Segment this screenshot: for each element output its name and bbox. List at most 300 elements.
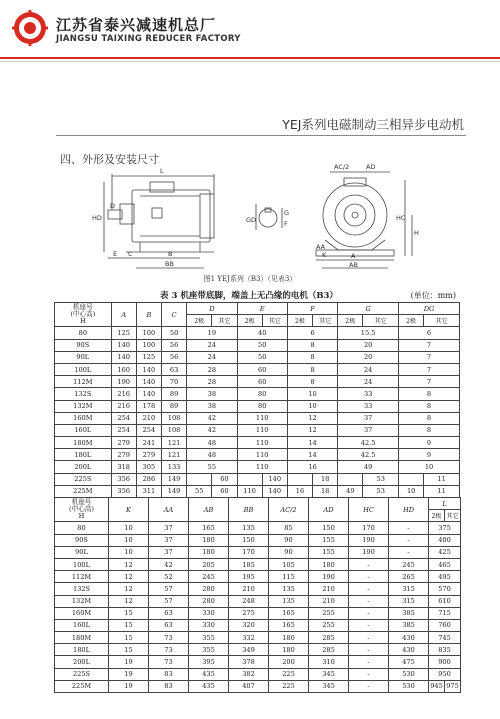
svg-text:K: K xyxy=(322,251,327,259)
table-row xyxy=(55,534,461,546)
header-E: E xyxy=(237,303,287,315)
cell-L: 950 xyxy=(429,668,461,680)
cell-B: 100 xyxy=(136,339,161,351)
frame-cell: 180M xyxy=(55,437,112,449)
sub-2pole: 2极 xyxy=(237,315,262,327)
cell-E: 110 xyxy=(237,437,287,449)
cell-HD: 430 xyxy=(389,644,429,656)
cell-F2 xyxy=(287,473,312,485)
svg-text:AD: AD xyxy=(366,163,376,171)
cell-F: 8 xyxy=(287,363,337,375)
dimension-table-1 xyxy=(54,302,460,498)
frame-cell: 80 xyxy=(55,522,109,534)
cell-K: 19 xyxy=(109,680,149,692)
cell-AC2: 90 xyxy=(269,546,309,558)
cell-HC: - xyxy=(349,595,389,607)
table-row xyxy=(55,376,460,388)
table-row xyxy=(55,668,461,680)
cell-C: 89 xyxy=(161,388,186,400)
cell-HD: 315 xyxy=(389,595,429,607)
cell-F: 8 xyxy=(287,351,337,363)
cell-D: 28 xyxy=(187,376,237,388)
table-2-body xyxy=(55,522,461,693)
cell-AA: 83 xyxy=(149,668,189,680)
cell-A: 356 xyxy=(111,473,136,485)
cell-DG: 7 xyxy=(399,376,460,388)
cell-AB: 435 xyxy=(189,668,229,680)
cell-AB: 180 xyxy=(189,546,229,558)
cell-AC2: 115 xyxy=(269,571,309,583)
cell-AA: 63 xyxy=(149,607,189,619)
cell-Do: 60 xyxy=(212,485,237,497)
cell-HD: 265 xyxy=(389,571,429,583)
frame-cell: 90L xyxy=(55,351,112,363)
cell-E: 50 xyxy=(237,339,287,351)
cell-AD: 345 xyxy=(309,668,349,680)
cell-AD: 180 xyxy=(309,558,349,570)
frame-cell: 180L xyxy=(55,449,112,461)
cell-DG: 9 xyxy=(399,449,460,461)
header-L: L xyxy=(429,498,461,510)
table-row xyxy=(55,339,460,351)
table-row xyxy=(55,619,461,631)
header-G: G xyxy=(338,303,399,315)
cell-L2: 945 xyxy=(429,680,445,692)
cell-AB: 165 xyxy=(189,522,229,534)
cell-D2 xyxy=(187,473,212,485)
cell-K: 12 xyxy=(109,558,149,570)
table-1-body xyxy=(55,327,460,498)
cell-HD: 385 xyxy=(389,607,429,619)
cell-C: 108 xyxy=(161,412,186,424)
cell-AC2: 165 xyxy=(269,619,309,631)
header-gray-rule xyxy=(0,61,500,62)
header-AA: AA xyxy=(149,498,189,522)
cell-AB: 245 xyxy=(189,571,229,583)
sub-2pole: 2极 xyxy=(429,510,445,522)
cell-C: 56 xyxy=(161,339,186,351)
frame-cell: 112M xyxy=(55,571,109,583)
cell-AD: 255 xyxy=(309,619,349,631)
cell-A: 160 xyxy=(111,363,136,375)
table-row xyxy=(55,546,461,558)
cell-DG: 6 xyxy=(399,327,460,339)
company-logo-icon xyxy=(12,10,48,46)
sub-other: 其它 xyxy=(363,315,399,327)
svg-text:G: G xyxy=(284,209,290,217)
cell-A: 279 xyxy=(111,437,136,449)
cell-A: 190 xyxy=(111,376,136,388)
svg-text:D: D xyxy=(110,202,116,210)
cell-G: 33 xyxy=(338,388,399,400)
header-B: B xyxy=(136,303,161,327)
cell-F2: 16 xyxy=(287,485,312,497)
cell-K: 19 xyxy=(109,668,149,680)
cell-B: 241 xyxy=(136,437,161,449)
table-row xyxy=(55,363,460,375)
cell-K: 12 xyxy=(109,595,149,607)
cell-AC2: 180 xyxy=(269,644,309,656)
cell-D2: 55 xyxy=(187,485,212,497)
cell-K: 15 xyxy=(109,632,149,644)
cell-Go: 53 xyxy=(363,473,399,485)
cell-B: 210 xyxy=(136,412,161,424)
cell-AD: 345 xyxy=(309,680,349,692)
cell-BB: 349 xyxy=(229,644,269,656)
sub-other: 其它 xyxy=(262,315,287,327)
cell-AC2: 180 xyxy=(269,632,309,644)
table-row xyxy=(55,656,461,668)
cell-E2: 110 xyxy=(237,485,262,497)
cell-D: 24 xyxy=(187,351,237,363)
cell-D: 42 xyxy=(187,424,237,436)
svg-text:L: L xyxy=(160,167,164,175)
frame-cell: 90L xyxy=(55,546,109,558)
frame-cell: 225S xyxy=(55,473,112,485)
cell-D: 28 xyxy=(187,363,237,375)
cell-AD: 285 xyxy=(309,644,349,656)
cell-C: 56 xyxy=(161,351,186,363)
cell-HD: - xyxy=(389,534,429,546)
cell-Go: 53 xyxy=(363,485,399,497)
cell-AB: 330 xyxy=(189,619,229,631)
cell-AD: 190 xyxy=(309,571,349,583)
cell-Fo: 18 xyxy=(313,485,338,497)
cell-E: 80 xyxy=(237,388,287,400)
table-row xyxy=(55,461,460,473)
cell-K: 12 xyxy=(109,583,149,595)
cell-L: 425 xyxy=(429,546,461,558)
cell-AA: 73 xyxy=(149,632,189,644)
shaft-section-view xyxy=(256,204,282,230)
page-header xyxy=(0,0,500,60)
cell-AC2: 225 xyxy=(269,668,309,680)
cell-AC2: 135 xyxy=(269,583,309,595)
cell-C: 149 xyxy=(161,485,186,497)
cell-HD: 475 xyxy=(389,656,429,668)
cell-AC2: 85 xyxy=(269,522,309,534)
svg-text:BB: BB xyxy=(165,260,174,268)
cell-D: 19 xyxy=(187,327,237,339)
table-row xyxy=(55,558,461,570)
sub-other: 其它 xyxy=(212,315,237,327)
cell-E: 110 xyxy=(237,461,287,473)
frame-cell: 160M xyxy=(55,607,109,619)
table-row xyxy=(55,644,461,656)
cell-K: 10 xyxy=(109,534,149,546)
cell-G: 24 xyxy=(338,376,399,388)
frame-cell: 132M xyxy=(55,595,109,607)
cell-BB: 320 xyxy=(229,619,269,631)
dimension-drawings xyxy=(0,160,500,280)
motor-side-view xyxy=(104,174,214,268)
sub-2pole: 2极 xyxy=(399,315,424,327)
cell-AC2: 165 xyxy=(269,607,309,619)
cell-K: 12 xyxy=(109,571,149,583)
frame-cell: 100L xyxy=(55,363,112,375)
sub-other: 其它 xyxy=(313,315,338,327)
cell-AA: 37 xyxy=(149,546,189,558)
cell-C: 70 xyxy=(161,376,186,388)
cell-B: 311 xyxy=(136,485,161,497)
header-HC: HC xyxy=(349,498,389,522)
cell-AC2: 200 xyxy=(269,656,309,668)
cell-Fo: 18 xyxy=(313,473,338,485)
cell-D: 24 xyxy=(187,339,237,351)
cell-BB: 407 xyxy=(229,680,269,692)
cell-DG: 9 xyxy=(399,437,460,449)
frame-cell: 225M xyxy=(55,680,109,692)
cell-AD: 285 xyxy=(309,632,349,644)
cell-AD: 150 xyxy=(309,522,349,534)
table-row xyxy=(55,400,460,412)
title-rule xyxy=(56,135,466,136)
cell-HC: - xyxy=(349,571,389,583)
sub-2pole: 2极 xyxy=(287,315,312,327)
cell-BB: 195 xyxy=(229,571,269,583)
cell-L: 715 xyxy=(429,607,461,619)
cell-E: 60 xyxy=(237,363,287,375)
cell-K: 15 xyxy=(109,644,149,656)
table-row xyxy=(55,632,461,644)
table-row xyxy=(55,412,460,424)
table-row xyxy=(55,424,460,436)
frame-cell: 180M xyxy=(55,632,109,644)
sub-2pole: 2极 xyxy=(187,315,212,327)
cell-L: 400 xyxy=(429,534,461,546)
cell-F: 10 xyxy=(287,388,337,400)
cell-D: 38 xyxy=(187,400,237,412)
cell-D: 48 xyxy=(187,437,237,449)
cell-AC2: 135 xyxy=(269,595,309,607)
cell-F: 12 xyxy=(287,412,337,424)
table-row xyxy=(55,485,460,497)
header-D: D xyxy=(187,303,237,315)
cell-BB: 185 xyxy=(229,558,269,570)
frame-cell: 80 xyxy=(55,327,112,339)
frame-cell: 160L xyxy=(55,424,112,436)
cell-G: 37 xyxy=(338,412,399,424)
frame-cell: 90S xyxy=(55,534,109,546)
cell-HC: - xyxy=(349,644,389,656)
cell-D: 42 xyxy=(187,412,237,424)
header-K: K xyxy=(109,498,149,522)
cell-B: 279 xyxy=(136,449,161,461)
frame-cell: 200L xyxy=(55,461,112,473)
table-row xyxy=(55,680,461,692)
cell-L: 900 xyxy=(429,656,461,668)
svg-text:AC/2: AC/2 xyxy=(334,163,350,171)
cell-G: 15.5 xyxy=(338,327,399,339)
cell-HC: - xyxy=(349,619,389,631)
cell-L: 745 xyxy=(429,632,461,644)
cell-E: 60 xyxy=(237,376,287,388)
cell-B: 286 xyxy=(136,473,161,485)
frame-cell: 132M xyxy=(55,400,112,412)
cell-DGo: 11 xyxy=(424,473,460,485)
cell-HD: 430 xyxy=(389,632,429,644)
svg-text:GD: GD xyxy=(246,216,257,224)
cell-L: 465 xyxy=(429,558,461,570)
svg-text:AB: AB xyxy=(349,261,358,269)
cell-HC: - xyxy=(349,668,389,680)
cell-HD: 530 xyxy=(389,680,429,692)
svg-text:HC: HC xyxy=(396,214,406,222)
cell-A: 356 xyxy=(111,485,136,497)
cell-BB: 150 xyxy=(229,534,269,546)
cell-D: 48 xyxy=(187,449,237,461)
cell-AB: 330 xyxy=(189,607,229,619)
cell-A: 279 xyxy=(111,449,136,461)
frame-cell: 90S xyxy=(55,339,112,351)
cell-A: 216 xyxy=(111,400,136,412)
cell-BB: 135 xyxy=(229,522,269,534)
frame-cell: 180L xyxy=(55,644,109,656)
cell-A: 254 xyxy=(111,424,136,436)
cell-HD: - xyxy=(389,546,429,558)
header-AC2: AC/2 xyxy=(269,498,309,522)
cell-A: 254 xyxy=(111,412,136,424)
cell-C: 63 xyxy=(161,363,186,375)
cell-AB: 280 xyxy=(189,595,229,607)
cell-HD: 245 xyxy=(389,558,429,570)
cell-L: 570 xyxy=(429,583,461,595)
company-name-cn: 江苏省泰兴减速机总厂 xyxy=(56,16,217,34)
cell-L: 760 xyxy=(429,619,461,631)
cell-AB: 280 xyxy=(189,583,229,595)
svg-text:C: C xyxy=(128,250,133,258)
table-row xyxy=(55,583,461,595)
cell-F: 8 xyxy=(287,339,337,351)
sub-2pole: 2极 xyxy=(338,315,363,327)
cell-HC: - xyxy=(349,558,389,570)
frame-cell: 225S xyxy=(55,668,109,680)
cell-C: 133 xyxy=(161,461,186,473)
cell-F: 16 xyxy=(287,461,337,473)
cell-K: 15 xyxy=(109,607,149,619)
sub-other: 其它 xyxy=(424,315,460,327)
cell-BB: 210 xyxy=(229,583,269,595)
header-F: F xyxy=(287,303,337,315)
figure-caption: 图1 YEJ系列（B3）（见表3） xyxy=(203,275,297,283)
cell-HD: 385 xyxy=(389,619,429,631)
cell-A: 125 xyxy=(111,327,136,339)
svg-text:E: E xyxy=(113,250,118,258)
frame-cell: 225M xyxy=(55,485,112,497)
cell-DG: 10 xyxy=(399,461,460,473)
cell-HD: 315 xyxy=(389,583,429,595)
cell-L: 375 xyxy=(429,522,461,534)
dimension-table-2 xyxy=(54,497,461,693)
cell-Eo: 140 xyxy=(262,473,287,485)
cell-C: 149 xyxy=(161,473,186,485)
cell-AA: 73 xyxy=(149,644,189,656)
table-row xyxy=(55,437,460,449)
frame-cell: 100L xyxy=(55,558,109,570)
cell-DGo: 11 xyxy=(424,485,460,497)
table-row xyxy=(55,607,461,619)
front-view-labels xyxy=(316,163,419,269)
cell-AA: 37 xyxy=(149,522,189,534)
cell-DG: 7 xyxy=(399,363,460,375)
cell-AB: 180 xyxy=(189,534,229,546)
cell-BB: 248 xyxy=(229,595,269,607)
cell-D: 55 xyxy=(187,461,237,473)
cell-E: 50 xyxy=(237,351,287,363)
svg-text:HD: HD xyxy=(92,214,102,222)
cell-A: 318 xyxy=(111,461,136,473)
cell-HC: - xyxy=(349,583,389,595)
cell-A: 216 xyxy=(111,388,136,400)
cell-F: 12 xyxy=(287,424,337,436)
cell-BB: 170 xyxy=(229,546,269,558)
cell-K: 15 xyxy=(109,619,149,631)
cell-G: 42.5 xyxy=(338,437,399,449)
cell-K: 19 xyxy=(109,656,149,668)
cell-AA: 42 xyxy=(149,558,189,570)
cell-G: 20 xyxy=(338,351,399,363)
cell-HC: 190 xyxy=(349,546,389,558)
cell-K: 10 xyxy=(109,546,149,558)
frame-header-cell: 机座号 (中心高) H xyxy=(55,498,109,522)
header-AB: AB xyxy=(189,498,229,522)
cell-E: 110 xyxy=(237,449,287,461)
cell-BB: 378 xyxy=(229,656,269,668)
cell-AB: 435 xyxy=(189,680,229,692)
cell-B: 140 xyxy=(136,363,161,375)
cell-HC: - xyxy=(349,607,389,619)
header-HD: HD xyxy=(389,498,429,522)
cell-B: 178 xyxy=(136,400,161,412)
frame-cell: 160L xyxy=(55,619,109,631)
cell-E: 110 xyxy=(237,412,287,424)
cell-E: 80 xyxy=(237,400,287,412)
svg-text:AA: AA xyxy=(316,243,326,251)
frame-cell: 200L xyxy=(55,656,109,668)
cell-C: 108 xyxy=(161,424,186,436)
svg-text:A: A xyxy=(351,252,356,260)
cell-F: 8 xyxy=(287,376,337,388)
cell-HC: - xyxy=(349,632,389,644)
cell-F: 14 xyxy=(287,449,337,461)
cell-C: 121 xyxy=(161,449,186,461)
cell-AC2: 90 xyxy=(269,534,309,546)
cell-AA: 37 xyxy=(149,534,189,546)
cell-HD: 530 xyxy=(389,668,429,680)
table-row xyxy=(55,327,460,339)
cell-B: 254 xyxy=(136,424,161,436)
cell-L: 610 xyxy=(429,595,461,607)
cell-B: 100 xyxy=(136,327,161,339)
table-row xyxy=(55,449,460,461)
cell-DG: 7 xyxy=(399,339,460,351)
svg-text:H: H xyxy=(414,229,419,237)
cell-B: 140 xyxy=(136,388,161,400)
cell-G: 33 xyxy=(338,400,399,412)
frame-cell: 132S xyxy=(55,388,112,400)
cell-L: 835 xyxy=(429,644,461,656)
cell-C: 89 xyxy=(161,400,186,412)
cell-AA: 73 xyxy=(149,656,189,668)
cell-K: 10 xyxy=(109,522,149,534)
cell-DG: 8 xyxy=(399,388,460,400)
cell-G2: 49 xyxy=(338,485,363,497)
cell-D: 38 xyxy=(187,388,237,400)
cell-AA: 57 xyxy=(149,595,189,607)
cell-C: 121 xyxy=(161,437,186,449)
cell-AA: 83 xyxy=(149,680,189,692)
cell-HC: 170 xyxy=(349,522,389,534)
